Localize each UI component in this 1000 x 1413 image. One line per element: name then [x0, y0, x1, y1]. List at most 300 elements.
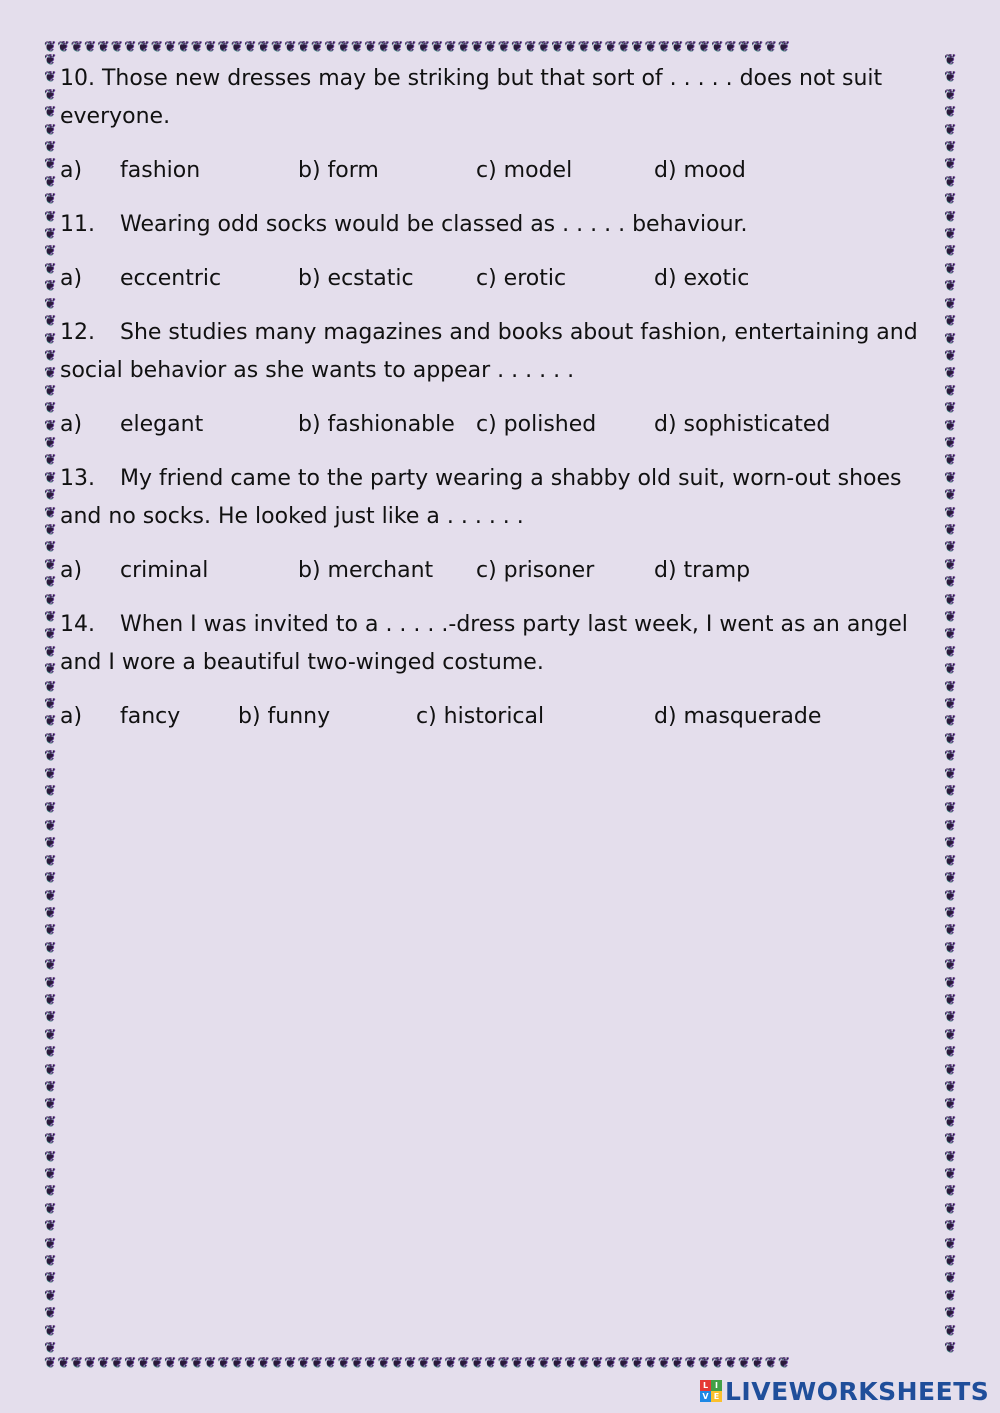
answer-options	[60, 152, 930, 190]
ornament-icon: ❦	[44, 939, 56, 956]
ornament-icon: ❦	[944, 452, 956, 469]
option-letter: a)	[60, 158, 83, 183]
ornament-icon: ❦	[44, 1026, 56, 1043]
ornament-icon: ❦	[390, 1355, 405, 1371]
ornament-icon: ❦	[944, 295, 956, 312]
ornament-icon: ❦	[524, 1355, 538, 1371]
ornament-icon: ❦	[44, 487, 56, 504]
answer-options	[60, 260, 930, 298]
ornament-icon: ❦	[257, 39, 271, 55]
ornament-icon: ❦	[44, 870, 56, 887]
ornament-icon: ❦	[944, 643, 956, 660]
question-line: She studies many magazines and books about fashion, entertaining and	[120, 320, 918, 345]
ornament-icon: ❦	[137, 1355, 151, 1371]
ornament-icon: ❦	[444, 1355, 458, 1371]
ornament-icon: ❦	[44, 191, 56, 208]
ornament-icon: ❦	[84, 39, 98, 55]
ornament-icon: ❦	[430, 39, 445, 55]
ornament-icon: ❦	[777, 1355, 792, 1371]
ornament-icon: ❦	[944, 1322, 956, 1339]
ornament-icon: ❦	[44, 1270, 56, 1287]
ornament-icon: ❦	[124, 1355, 138, 1371]
ornament-icon: ❦	[324, 1355, 338, 1371]
ornament-icon: ❦	[944, 678, 956, 695]
ornament-icon: ❦	[244, 1355, 258, 1371]
question-line: social behavior as she wants to appear . . . . . .	[60, 358, 575, 383]
option-letter: a)	[60, 558, 83, 583]
ornament-icon: ❦	[44, 904, 56, 921]
ornament-icon: ❦	[511, 1355, 525, 1371]
ornament-icon: ❦	[44, 1078, 56, 1095]
ornament-icon: ❦	[44, 400, 56, 417]
ornament-icon: ❦	[150, 1355, 165, 1371]
ornament-icon: ❦	[944, 1113, 956, 1130]
ornament-icon: ❦	[190, 39, 205, 55]
ornament-icon: ❦	[44, 469, 56, 486]
decorative-border-right	[943, 52, 957, 1362]
ornament-icon: ❦	[944, 434, 956, 451]
ornament-icon: ❦	[631, 39, 645, 55]
question-line: Wearing odd socks would be classed as . . . . . behaviour.	[120, 212, 748, 237]
ornament-icon: ❦	[44, 121, 56, 138]
logo-mark-letter: I	[711, 1380, 722, 1391]
logo-mark-letter: L	[700, 1380, 711, 1391]
ornament-icon: ❦	[944, 226, 956, 243]
ornament-icon: ❦	[944, 278, 956, 295]
ornament-icon: ❦	[44, 226, 56, 243]
ornament-icon: ❦	[764, 1355, 778, 1371]
option-a: fashion	[120, 158, 201, 183]
ornament-icon: ❦	[377, 39, 391, 55]
ornament-icon: ❦	[944, 504, 956, 521]
ornament-icon: ❦	[110, 39, 125, 55]
option-b: b) ecstatic	[298, 266, 414, 291]
question-line: 10. Those new dresses may be striking but that sort of . . . . . does not suit	[60, 66, 883, 91]
ornament-icon: ❦	[417, 1355, 431, 1371]
ornament-icon: ❦	[44, 609, 56, 625]
question-number: 12.	[60, 320, 95, 345]
ornament-icon: ❦	[44, 1131, 56, 1148]
ornament-icon: ❦	[44, 800, 56, 817]
ornament-icon: ❦	[44, 504, 56, 521]
question-13	[60, 460, 930, 590]
ornament-icon: ❦	[631, 1355, 645, 1371]
ornament-icon: ❦	[44, 330, 56, 347]
option-a: criminal	[120, 558, 209, 583]
question-number: 11.	[60, 212, 95, 237]
ornament-icon: ❦	[364, 1355, 378, 1371]
option-b: b) funny	[238, 704, 331, 729]
question-text	[60, 314, 930, 390]
ornament-icon: ❦	[44, 1355, 58, 1371]
ornament-icon: ❦	[944, 173, 956, 190]
ornament-icon: ❦	[44, 295, 56, 312]
ornament-icon: ❦	[44, 382, 56, 399]
ornament-icon: ❦	[944, 713, 956, 730]
ornament-icon: ❦	[944, 347, 956, 364]
ornament-icon: ❦	[711, 1355, 725, 1371]
ornament-icon: ❦	[164, 39, 178, 55]
ornament-icon: ❦	[751, 39, 765, 55]
liveworksheets-logo[interactable]	[700, 1374, 989, 1408]
ornament-icon: ❦	[44, 52, 56, 68]
ornament-icon: ❦	[44, 208, 56, 225]
ornament-icon: ❦	[177, 1355, 191, 1371]
ornament-icon: ❦	[724, 1355, 738, 1371]
ornament-icon: ❦	[944, 922, 956, 939]
ornament-icon: ❦	[944, 86, 956, 103]
ornament-icon: ❦	[944, 208, 956, 225]
ornament-icon: ❦	[564, 1355, 578, 1371]
ornament-icon: ❦	[230, 39, 245, 55]
ornament-icon: ❦	[44, 817, 56, 834]
ornament-icon: ❦	[944, 556, 956, 573]
ornament-icon: ❦	[537, 39, 552, 55]
ornament-icon: ❦	[711, 39, 725, 55]
ornament-icon: ❦	[404, 1355, 418, 1371]
ornament-icon: ❦	[484, 1355, 498, 1371]
ornament-icon: ❦	[657, 1355, 672, 1371]
ornament-icon: ❦	[44, 1322, 56, 1339]
ornament-icon: ❦	[944, 330, 956, 347]
ornament-icon: ❦	[44, 678, 56, 695]
ornament-icon: ❦	[577, 39, 592, 55]
ornament-icon: ❦	[217, 1355, 231, 1371]
ornament-icon: ❦	[44, 556, 56, 573]
ornament-icon: ❦	[204, 1355, 218, 1371]
ornament-icon: ❦	[44, 783, 56, 800]
ornament-icon: ❦	[377, 1355, 391, 1371]
ornament-icon: ❦	[944, 365, 956, 382]
answer-options	[60, 698, 930, 736]
ornament-icon: ❦	[944, 957, 956, 974]
ornament-icon: ❦	[44, 313, 56, 330]
ornament-icon: ❦	[284, 39, 298, 55]
ornament-icon: ❦	[44, 748, 56, 765]
ornament-icon: ❦	[944, 730, 956, 747]
ornament-icon: ❦	[944, 1235, 956, 1252]
ornament-icon: ❦	[137, 39, 151, 55]
ornament-icon: ❦	[944, 469, 956, 486]
ornament-icon: ❦	[44, 643, 56, 660]
question-line: and I wore a beautiful two-winged costume.	[60, 650, 544, 675]
ornament-icon: ❦	[497, 39, 512, 55]
ornament-icon: ❦	[944, 991, 956, 1008]
option-letter: a)	[60, 412, 83, 437]
ornament-icon: ❦	[44, 1061, 56, 1078]
ornament-icon: ❦	[697, 39, 712, 55]
ornament-icon: ❦	[737, 1355, 752, 1371]
ornament-icon: ❦	[190, 1355, 205, 1371]
option-b: b) fashionable	[298, 412, 455, 437]
ornament-icon: ❦	[944, 539, 956, 556]
ornament-icon: ❦	[944, 887, 956, 904]
ornament-icon: ❦	[737, 39, 752, 55]
option-d: d) sophisticated	[654, 412, 831, 437]
ornament-icon: ❦	[471, 1355, 485, 1371]
option-letter: a)	[60, 266, 83, 291]
option-a: elegant	[120, 412, 204, 437]
ornament-icon: ❦	[511, 39, 525, 55]
question-14	[60, 606, 930, 736]
ornament-icon: ❦	[44, 1253, 56, 1270]
question-11	[60, 206, 930, 298]
question-text	[60, 606, 930, 682]
ornament-icon: ❦	[44, 1287, 56, 1304]
ornament-icon: ❦	[44, 1305, 56, 1322]
ornament-icon: ❦	[944, 313, 956, 330]
ornament-icon: ❦	[44, 278, 56, 295]
ornament-icon: ❦	[944, 1009, 956, 1026]
ornament-icon: ❦	[57, 39, 71, 55]
ornament-icon: ❦	[84, 1355, 98, 1371]
ornament-icon: ❦	[44, 1113, 56, 1130]
ornament-icon: ❦	[644, 39, 658, 55]
ornament-icon: ❦	[44, 434, 56, 451]
ornament-icon: ❦	[44, 1096, 56, 1113]
ornament-icon: ❦	[350, 39, 365, 55]
ornament-icon: ❦	[497, 1355, 512, 1371]
ornament-icon: ❦	[644, 1355, 658, 1371]
ornament-icon: ❦	[44, 852, 56, 869]
question-number: 13.	[60, 466, 95, 491]
ornament-icon: ❦	[671, 1355, 685, 1371]
question-12	[60, 314, 930, 444]
ornament-icon: ❦	[617, 1355, 632, 1371]
ornament-icon: ❦	[44, 957, 56, 974]
ornament-icon: ❦	[944, 939, 956, 956]
ornament-icon: ❦	[44, 922, 56, 939]
ornament-icon: ❦	[324, 39, 338, 55]
ornament-icon: ❦	[44, 1183, 56, 1200]
ornament-icon: ❦	[44, 626, 56, 643]
ornament-icon: ❦	[944, 487, 956, 504]
ornament-icon: ❦	[44, 991, 56, 1008]
ornament-icon: ❦	[777, 39, 792, 55]
logo-mark-icon	[700, 1380, 722, 1402]
ornament-icon: ❦	[44, 539, 56, 556]
ornament-icon: ❦	[70, 39, 85, 55]
question-line: When I was invited to a . . . . .-dress party last week, I went as an angel	[120, 612, 908, 637]
ornament-icon: ❦	[297, 1355, 311, 1371]
ornament-icon: ❦	[270, 1355, 285, 1371]
ornament-icon: ❦	[944, 400, 956, 417]
ornament-icon: ❦	[944, 904, 956, 921]
ornament-icon: ❦	[457, 1355, 471, 1371]
option-a: fancy	[120, 704, 181, 729]
ornament-icon: ❦	[44, 521, 56, 538]
ornament-icon: ❦	[577, 1355, 592, 1371]
ornament-icon: ❦	[310, 1355, 325, 1371]
ornament-icon: ❦	[684, 39, 698, 55]
option-d: d) tramp	[654, 558, 751, 583]
decorative-border-top	[44, 38, 960, 56]
ornament-icon: ❦	[564, 39, 578, 55]
ornament-icon: ❦	[944, 748, 956, 765]
ornament-icon: ❦	[230, 1355, 245, 1371]
ornament-icon: ❦	[944, 1078, 956, 1095]
ornament-icon: ❦	[944, 1218, 956, 1235]
ornament-icon: ❦	[944, 609, 956, 625]
ornament-icon: ❦	[44, 887, 56, 904]
ornament-icon: ❦	[244, 39, 258, 55]
ornament-icon: ❦	[44, 1009, 56, 1026]
logo-mark-letter: V	[700, 1391, 711, 1402]
ornament-icon: ❦	[944, 191, 956, 208]
ornament-icon: ❦	[944, 260, 956, 277]
ornament-icon: ❦	[944, 121, 956, 138]
ornament-icon: ❦	[944, 626, 956, 643]
ornament-icon: ❦	[764, 39, 778, 55]
ornament-icon: ❦	[944, 783, 956, 800]
question-text	[60, 60, 930, 136]
ornament-icon: ❦	[44, 835, 56, 852]
ornament-icon: ❦	[457, 39, 471, 55]
ornament-icon: ❦	[124, 39, 138, 55]
ornament-icon: ❦	[404, 39, 418, 55]
ornament-icon: ❦	[44, 1166, 56, 1182]
ornament-icon: ❦	[484, 39, 498, 55]
option-c: c) model	[476, 158, 573, 183]
ornament-icon: ❦	[44, 1340, 56, 1357]
ornament-icon: ❦	[944, 800, 956, 817]
ornament-icon: ❦	[44, 260, 56, 277]
ornament-icon: ❦	[444, 39, 458, 55]
option-d: d) exotic	[654, 266, 750, 291]
option-d: d) mood	[654, 158, 746, 183]
ornament-icon: ❦	[657, 39, 672, 55]
ornament-icon: ❦	[944, 696, 956, 713]
ornament-icon: ❦	[270, 39, 285, 55]
ornament-icon: ❦	[617, 39, 632, 55]
ornament-icon: ❦	[44, 452, 56, 469]
ornament-icon: ❦	[44, 661, 56, 678]
ornament-icon: ❦	[944, 1131, 956, 1148]
ornament-icon: ❦	[44, 591, 56, 608]
question-line: My friend came to the party wearing a shabby old suit, worn-out shoes	[120, 466, 902, 491]
option-b: b) merchant	[298, 558, 434, 583]
ornament-icon: ❦	[944, 52, 956, 68]
ornament-icon: ❦	[944, 1270, 956, 1287]
ornament-icon: ❦	[944, 243, 956, 260]
ornament-icon: ❦	[537, 1355, 552, 1371]
ornament-icon: ❦	[944, 661, 956, 678]
ornament-icon: ❦	[44, 1235, 56, 1252]
ornament-icon: ❦	[417, 39, 431, 55]
answer-options	[60, 552, 930, 590]
ornament-icon: ❦	[471, 39, 485, 55]
ornament-icon: ❦	[944, 521, 956, 538]
ornament-icon: ❦	[44, 243, 56, 260]
option-c: c) polished	[476, 412, 597, 437]
question-text	[60, 206, 930, 244]
ornament-icon: ❦	[944, 765, 956, 782]
decorative-border-bottom	[44, 1354, 960, 1372]
ornament-icon: ❦	[44, 365, 56, 382]
decorative-border-left	[43, 52, 57, 1362]
ornament-icon: ❦	[44, 1200, 56, 1217]
ornament-icon: ❦	[944, 974, 956, 991]
option-b: b) form	[298, 158, 379, 183]
ornament-icon: ❦	[944, 574, 956, 591]
ornament-icon: ❦	[524, 39, 538, 55]
option-a: eccentric	[120, 266, 222, 291]
ornament-icon: ❦	[44, 696, 56, 713]
logo-mark-letter: E	[711, 1391, 722, 1402]
ornament-icon: ❦	[44, 104, 56, 121]
option-letter: a)	[60, 704, 83, 729]
question-line: and no socks. He looked just like a . . . . . .	[60, 504, 524, 529]
ornament-icon: ❦	[697, 1355, 712, 1371]
ornament-icon: ❦	[684, 1355, 698, 1371]
ornament-icon: ❦	[591, 39, 605, 55]
option-c: c) prisoner	[476, 558, 595, 583]
ornament-icon: ❦	[284, 1355, 298, 1371]
ornament-icon: ❦	[44, 173, 56, 190]
ornament-icon: ❦	[390, 39, 405, 55]
ornament-icon: ❦	[944, 382, 956, 399]
ornament-icon: ❦	[97, 1355, 111, 1371]
ornament-icon: ❦	[724, 39, 738, 55]
ornament-icon: ❦	[944, 1253, 956, 1270]
ornament-icon: ❦	[44, 417, 56, 434]
ornament-icon: ❦	[944, 1183, 956, 1200]
ornament-icon: ❦	[44, 574, 56, 591]
ornament-icon: ❦	[604, 39, 618, 55]
worksheet-content	[60, 60, 930, 736]
ornament-icon: ❦	[944, 104, 956, 121]
ornament-icon: ❦	[430, 1355, 445, 1371]
option-c: c) erotic	[476, 266, 567, 291]
ornament-icon: ❦	[44, 156, 56, 173]
logo-text: LIVEWORKSHEETS	[725, 1376, 990, 1406]
ornament-icon: ❦	[44, 1218, 56, 1235]
question-text	[60, 460, 930, 536]
question-10	[60, 60, 930, 190]
ornament-icon: ❦	[44, 765, 56, 782]
ornament-icon: ❦	[57, 1355, 71, 1371]
ornament-icon: ❦	[164, 1355, 178, 1371]
ornament-icon: ❦	[44, 86, 56, 103]
ornament-icon: ❦	[110, 1355, 125, 1371]
ornament-icon: ❦	[671, 39, 685, 55]
ornament-icon: ❦	[44, 139, 56, 156]
ornament-icon: ❦	[944, 817, 956, 834]
ornament-icon: ❦	[364, 39, 378, 55]
ornament-icon: ❦	[944, 1061, 956, 1078]
ornament-icon: ❦	[177, 39, 191, 55]
ornament-icon: ❦	[944, 69, 956, 86]
ornament-icon: ❦	[944, 852, 956, 869]
ornament-icon: ❦	[944, 835, 956, 852]
ornament-icon: ❦	[944, 1287, 956, 1304]
ornament-icon: ❦	[44, 347, 56, 364]
ornament-icon: ❦	[944, 1305, 956, 1322]
ornament-icon: ❦	[944, 1148, 956, 1165]
ornament-icon: ❦	[591, 1355, 605, 1371]
ornament-icon: ❦	[44, 1044, 56, 1061]
ornament-icon: ❦	[204, 39, 218, 55]
ornament-icon: ❦	[944, 1044, 956, 1061]
ornament-icon: ❦	[944, 1166, 956, 1182]
ornament-icon: ❦	[944, 139, 956, 156]
ornament-icon: ❦	[44, 713, 56, 730]
ornament-icon: ❦	[944, 1026, 956, 1043]
ornament-icon: ❦	[944, 417, 956, 434]
ornament-icon: ❦	[604, 1355, 618, 1371]
ornament-icon: ❦	[44, 730, 56, 747]
ornament-icon: ❦	[310, 39, 325, 55]
